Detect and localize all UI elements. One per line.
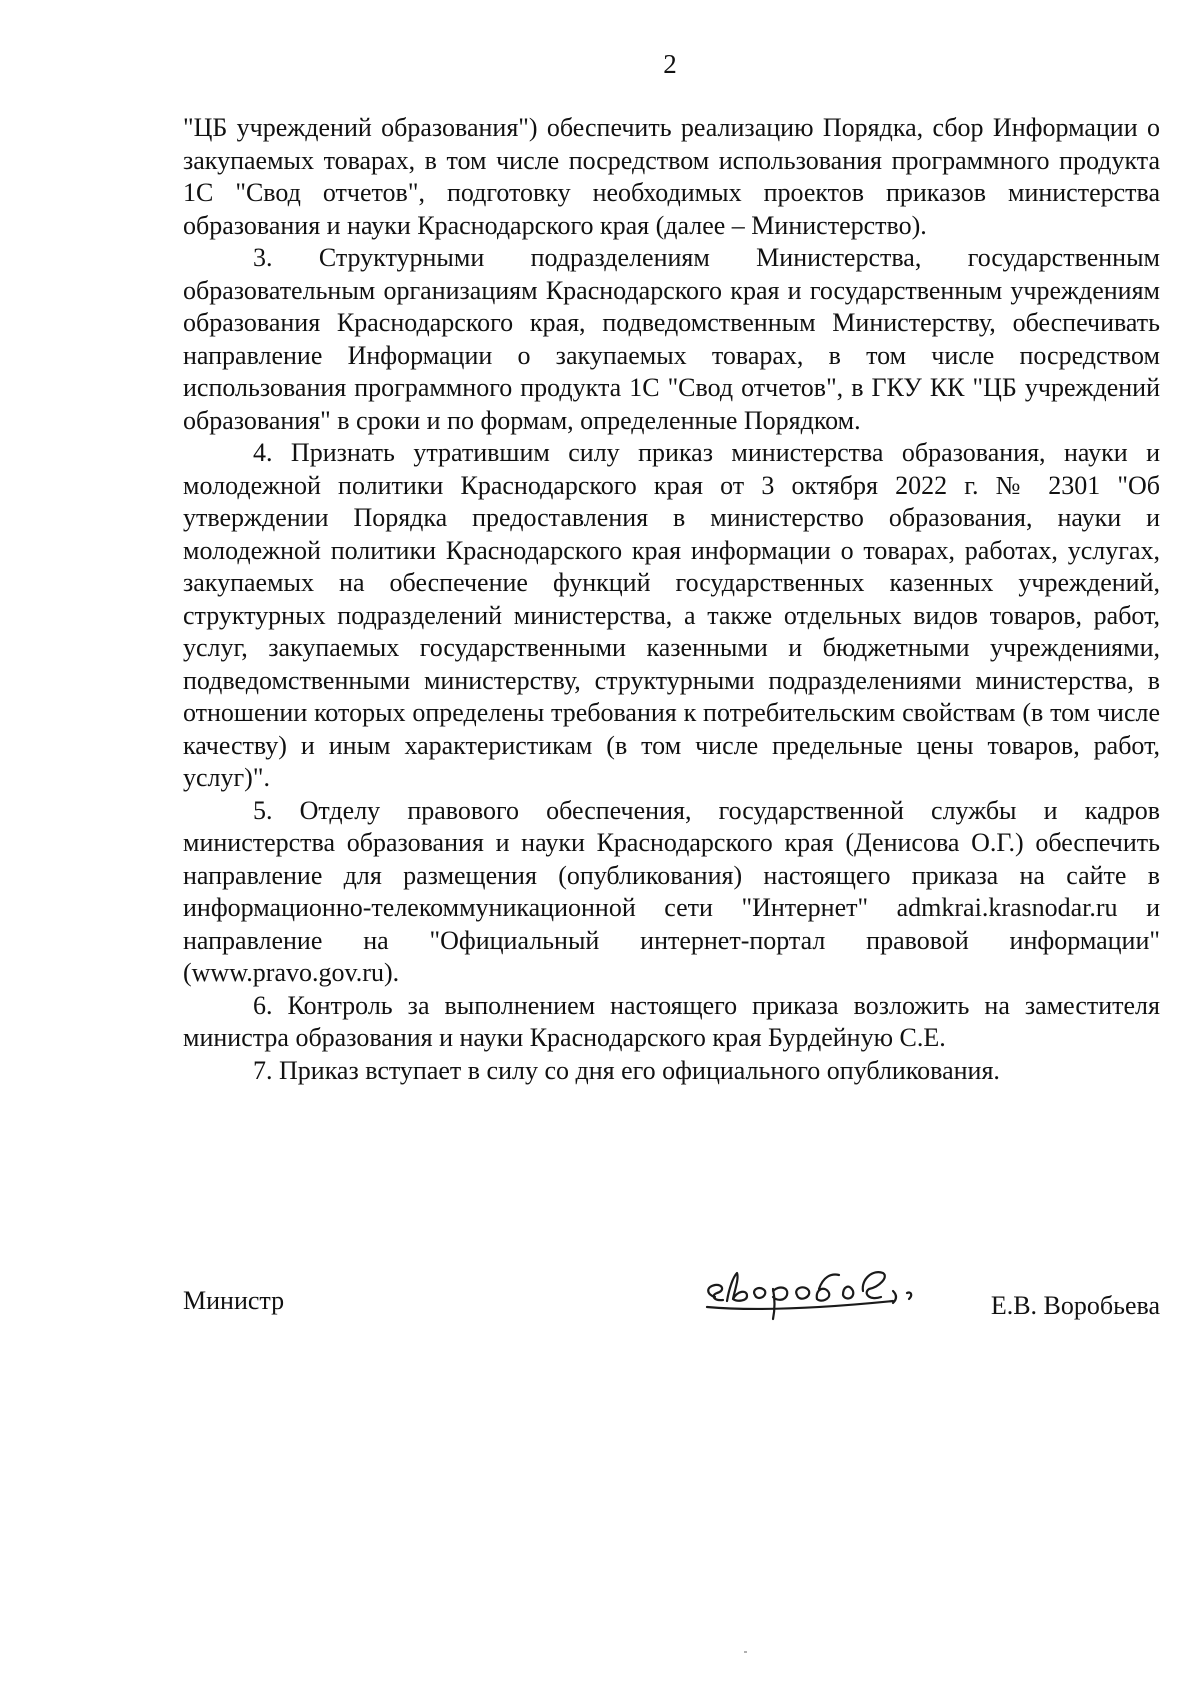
paragraph-continuation: "ЦБ учреждений образования") обеспечить реализацию Порядка, сбор Информации о закупаемых товарах, в том числе посредством использования программного продукта 1С "Свод отчетов", подготовку необходимых проектов приказов министерства образования и науки Краснодарского края (далее – Министерство). [183,113,1160,240]
paragraph-item-3: 3. Структурными подразделениям Министерства, государственным образовательным организациям Краснодарского края и государственным учреждениям образования Краснодарского края, подведомственным Министерству, обеспечивать направление Информации о закупаемых товарах, в том числе посредством использования программного продукта 1С "Свод отчетов", в ГКУ КК "ЦБ учреждений образования" в сроки и по формам, определенные Порядком. [183,243,1160,435]
page-number: 2 [663,49,677,79]
handwritten-signature [693,1255,953,1325]
paragraph-item-4: 4. Признать утратившим силу приказ министерства образования, науки и молодежной политики Краснодарского края от 3 октября 2022 г. № 2301 "Об утверждении Порядка предоставления в министерство образования, науки и молодежной политики Краснодарского края информации о товарах, работах, услугах, закупаемых на обеспечение функций государственных казенных учреждений, структурных подразделений министерства, а также отдельных видов товаров, работ, услуг, закупаемых государственными казенными и бюджетными учреждениями, подведомственными министерству, структурными подразделениями министерства, в отношении которых определены требования к потребительским свойствам (в том числе качеству) и иным характеристикам (в том числе предельные цены товаров, работ, услуг)". [183,438,1160,792]
paragraph-item-6: 6. Контроль за выполнением настоящего приказа возложить на заместителя министра образования и науки Краснодарского края Бурдейную С.Е. [183,990,1160,1052]
signatory-title: Министр [183,1286,285,1315]
document-body [183,112,1160,1087]
scan-artifact [744,1651,747,1653]
signature-block [183,1255,1160,1335]
paragraph-item-5: 5. Отделу правового обеспечения, государственной службы и кадров министерства образования и науки Краснодарского края (Денисова О.Г.) обеспечить направление для размещения (опубликования) настоящего приказа на сайте в информационно-телекоммуникационной сети "Интернет" admkrai.krasnodar.ru и направление на "Официальный интернет-портал правовой информации" (www.pravo.gov.ru). [183,795,1160,987]
signatory-name: Е.В. Воробьева [990,1291,1160,1320]
paragraph-item-7: 7. Приказ вступает в силу со дня его официального опубликования. [253,1055,1000,1085]
